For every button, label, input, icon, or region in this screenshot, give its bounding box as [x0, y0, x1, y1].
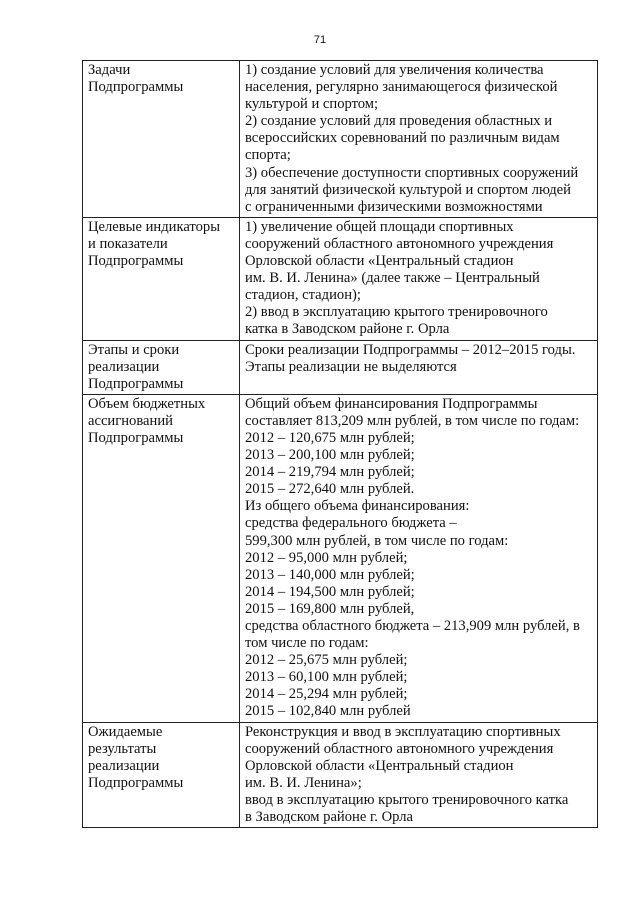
table-row: [83, 340, 598, 394]
row-label-line: результаты: [88, 740, 157, 757]
row-label-line: Подпрограммы: [88, 774, 184, 791]
row-content-line: составляет 813,209 млн рублей, в том числе по годам:: [245, 412, 580, 429]
row-content-line: 2) создание условий для проведения областных и: [245, 113, 553, 130]
row-content-line: 2015 – 169,800 млн рублей,: [245, 600, 415, 617]
row-label-line: Объем бюджетных: [88, 395, 206, 412]
row-content-line: им. В. И. Ленина»;: [245, 774, 362, 791]
row-content-line: Орловской области «Центральный стадион: [245, 253, 514, 270]
row-content-cell: [240, 394, 598, 722]
row-content-line: Из общего объема финансирования:: [245, 498, 470, 515]
row-label-cell: [83, 61, 240, 218]
row-label-line: Подпрограммы: [88, 429, 184, 446]
row-content-cell: [240, 61, 598, 218]
row-content-line: Этапы реализации не выделяются: [245, 358, 457, 375]
row-label-line: Задачи: [88, 62, 131, 78]
row-content-cell: [240, 340, 598, 394]
row-content-line: ввод в эксплуатацию крытого тренировочного катка: [245, 791, 569, 808]
row-content-line: 2013 – 200,100 млн рублей;: [245, 447, 415, 464]
row-content-line: 2012 – 120,675 млн рублей;: [245, 429, 415, 446]
row-content-line: 2013 – 140,000 млн рублей;: [245, 566, 415, 583]
row-content-line: населения, регулярно занимающегося физической: [245, 79, 558, 96]
table-row: [83, 61, 598, 218]
row-content-line: 2012 – 25,675 млн рублей;: [245, 652, 408, 669]
row-content-line: 599,300 млн рублей, в том числе по годам:: [245, 532, 509, 549]
row-content-line: средства федерального бюджета –: [245, 515, 457, 532]
row-content-line: 1) увеличение общей площади спортивных: [245, 218, 514, 235]
row-content-cell: [240, 217, 598, 340]
row-content-line: 2015 – 272,640 млн рублей.: [245, 481, 415, 498]
table-row: [83, 394, 598, 722]
row-label-line: Целевые индикаторы: [88, 218, 221, 235]
row-label-line: Этапы и сроки: [88, 341, 180, 358]
row-content-line: 2015 – 102,840 млн рублей: [245, 703, 411, 720]
row-content-line: 2013 – 60,100 млн рублей;: [245, 669, 408, 686]
row-content-line: том числе по годам:: [245, 635, 369, 652]
row-content-line: спорта;: [245, 147, 291, 164]
row-label-cell: [83, 217, 240, 340]
row-content-line: им. В. И. Ленина» (далее также – Центральный: [245, 270, 540, 287]
row-label-line: Подпрограммы: [88, 375, 184, 392]
row-content-line: 1) создание условий для увеличения количества: [245, 62, 544, 78]
row-content-line: стадион, стадион);: [245, 287, 361, 304]
row-content-line: 2014 – 194,500 млн рублей;: [245, 583, 415, 600]
row-content-line: 2014 – 25,294 млн рублей;: [245, 686, 408, 703]
row-label-line: Подпрограммы: [88, 253, 184, 270]
row-label-line: ассигнований: [88, 412, 173, 429]
row-content-line: с ограниченными физическими возможностями: [245, 198, 543, 215]
table-row: [83, 722, 598, 828]
row-content-line: Общий объем финансирования Подпрограммы: [245, 395, 538, 412]
row-content-line: катка в Заводском районе г. Орла: [245, 321, 450, 338]
row-content-line: сооружений областного автономного учреждения: [245, 740, 554, 757]
row-label-cell: [83, 722, 240, 828]
row-content-line: Орловской области «Центральный стадион: [245, 757, 514, 774]
row-label-line: Ожидаемые: [88, 723, 163, 740]
row-content-line: 2014 – 219,794 млн рублей;: [245, 464, 415, 481]
row-content-line: культурой и спортом;: [245, 96, 379, 113]
passport-table-body: [83, 61, 598, 828]
row-label-cell: [83, 394, 240, 722]
row-label-line: и показатели: [88, 235, 168, 252]
row-content-line: средства областного бюджета – 213,909 млн рублей, в: [245, 618, 580, 634]
row-content-line: 3) обеспечение доступности спортивных сооружений: [245, 164, 579, 181]
row-content-line: 2012 – 95,000 млн рублей;: [245, 549, 408, 566]
row-label-line: реализации: [88, 358, 160, 375]
subprogram-passport-table: [82, 60, 598, 828]
row-label-line: Подпрограммы: [88, 79, 184, 96]
row-label-cell: [83, 340, 240, 394]
row-label-line: реализации: [88, 757, 160, 774]
row-content-line: Реконструкция и ввод в эксплуатацию спортивных: [245, 723, 561, 740]
row-content-line: Сроки реализации Подпрограммы – 2012–2015 годы.: [245, 341, 576, 358]
row-content-line: для занятий физической культурой и спортом людей: [245, 181, 571, 198]
row-content-line: 2) ввод в эксплуатацию крытого тренировочного: [245, 304, 548, 321]
page-number: 71: [313, 34, 327, 46]
row-content-line: в Заводском районе г. Орла: [245, 809, 414, 826]
row-content-line: всероссийских соревнований по различным видам: [245, 130, 560, 147]
table-row: [83, 217, 598, 340]
row-content-cell: [240, 722, 598, 828]
row-content-line: сооружений областного автономного учреждения: [245, 235, 554, 252]
